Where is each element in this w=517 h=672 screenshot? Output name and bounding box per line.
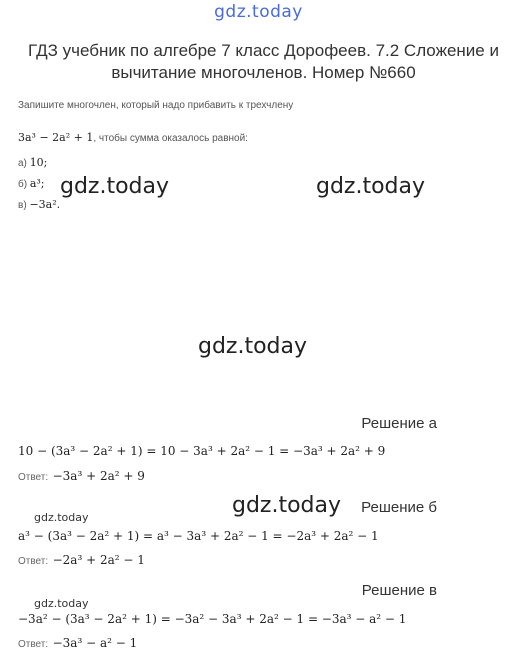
solution-a-equation: 10 − (3a³ − 2a² + 1) = 10 − 3a³ + 2a² − 1 = −3a³ + 2a² + 9 (18, 444, 386, 458)
watermark: gdz.today (198, 334, 308, 359)
task-prompt: Запишите многочлен, который надо прибавить к трехчлену (18, 100, 294, 111)
watermark: gdz.today (316, 174, 426, 199)
task-item-value: a³; (29, 177, 45, 190)
answer-label: Ответ: (18, 639, 49, 650)
task-item-value: 10; (29, 156, 48, 169)
solution-c-heading: Решение в (361, 582, 437, 599)
page-title: ГДЗ учебник по алгебре 7 класс Дорофеев. 7.2 Сложение и вычитание многочленов. Номер №660 (28, 41, 499, 82)
solution-a-heading: Решение а (361, 415, 437, 432)
solution-b-answer (18, 551, 145, 569)
solution-b-heading: Решение б (361, 499, 437, 516)
task-item-value: −3a². (29, 198, 61, 211)
watermark: gdz.today (60, 174, 170, 199)
answer-label: Ответ: (18, 472, 49, 483)
task-condition: , чтобы сумма оказалось равной: (93, 133, 248, 144)
task-item-label: а) (18, 158, 27, 169)
task-item-label: в) (18, 200, 27, 211)
answer-label: Ответ: (18, 556, 49, 567)
watermark: gdz.today (34, 511, 89, 524)
site-logo[interactable]: gdz.today (214, 2, 303, 22)
answer-value: −3a³ + 2a² + 9 (52, 469, 145, 483)
task-item-a (18, 156, 47, 169)
answer-value: −3a³ − a² − 1 (52, 636, 138, 650)
task-polynomial: 3a³ − 2a² + 1 (18, 131, 94, 144)
task-item-label: б) (18, 179, 28, 190)
solution-c-equation: −3a² − (3a³ − 2a² + 1) = −3a² − 3a³ + 2a² − 1 = −3a³ − a² − 1 (18, 612, 407, 626)
watermark: gdz.today (34, 597, 89, 610)
task-item-b (18, 177, 45, 190)
task-item-c (18, 198, 60, 211)
solution-a-answer (18, 467, 145, 485)
solution-b-equation: a³ − (3a³ − 2a² + 1) = a³ − 3a³ + 2a² − 1 = −2a³ + 2a² − 1 (18, 529, 379, 543)
answer-value: −2a³ + 2a² − 1 (52, 553, 145, 567)
watermark: gdz.today (232, 493, 342, 518)
solution-c-answer (18, 634, 137, 652)
task-condition-line (18, 128, 248, 146)
